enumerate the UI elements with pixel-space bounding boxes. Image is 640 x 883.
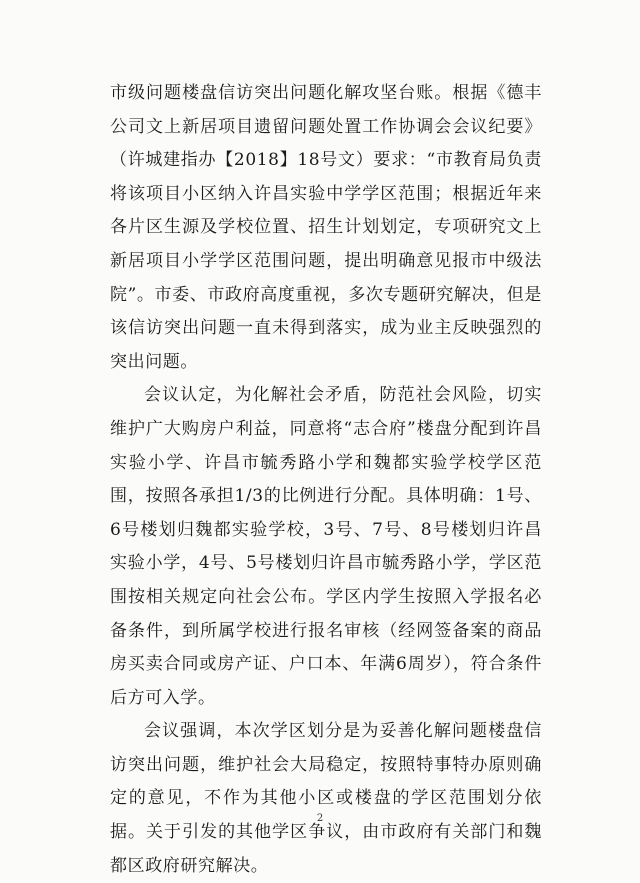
- document-body: [110, 77, 542, 883]
- page-number: 2: [316, 813, 324, 824]
- paragraph-2: 会议认定，为化解社会矛盾，防范社会风险，切实维护广大购房户利益，同意将“志合府”楼盘分配到许昌实验小学、许昌市毓秀路小学和魏都实验学校学区范围，按照各承担1/3的比例进行分配。具体明确：1号、6号楼划归魏都实验学校，3号、7号、8号楼划归许昌实验小学，4号、5号楼划归许昌市毓秀路小学，学区范围按相关规定向社会公布。学区内学生按照入学报名必备条件，到所属学校进行报名审核（经网签备案的商品房买卖合同或房产证、户口本、年满6周岁），符合条件后方可入学。: [110, 385, 542, 708]
- paragraph-1: 市级问题楼盘信访突出问题化解攻坚台账。根据《德丰公司文上新居项目遗留问题处置工作协调会会议纪要》（许城建指办【2018】18号文）要求：“市教育局负责将该项目小区纳入许昌实验中学学区范围；根据近年来各片区生源及学校位置、招生计划划定，专项研究文上新居项目小学学区范围问题，提出明确意见报市中级法院”。市委、市政府高度重视，多次专题研究解决，但是该信访突出问题一直未得到落实，成为业主反映强烈的突出问题。: [110, 83, 542, 372]
- paragraph-3: 会议强调，本次学区划分是为妥善化解问题楼盘信访突出问题，维护社会大局稳定，按照特事特办原则确定的意见，不作为其他小区或楼盘的学区范围划分依据。关于引发的其他学区争议，由市政府有关部门和魏都区政府研究解决。: [110, 721, 542, 876]
